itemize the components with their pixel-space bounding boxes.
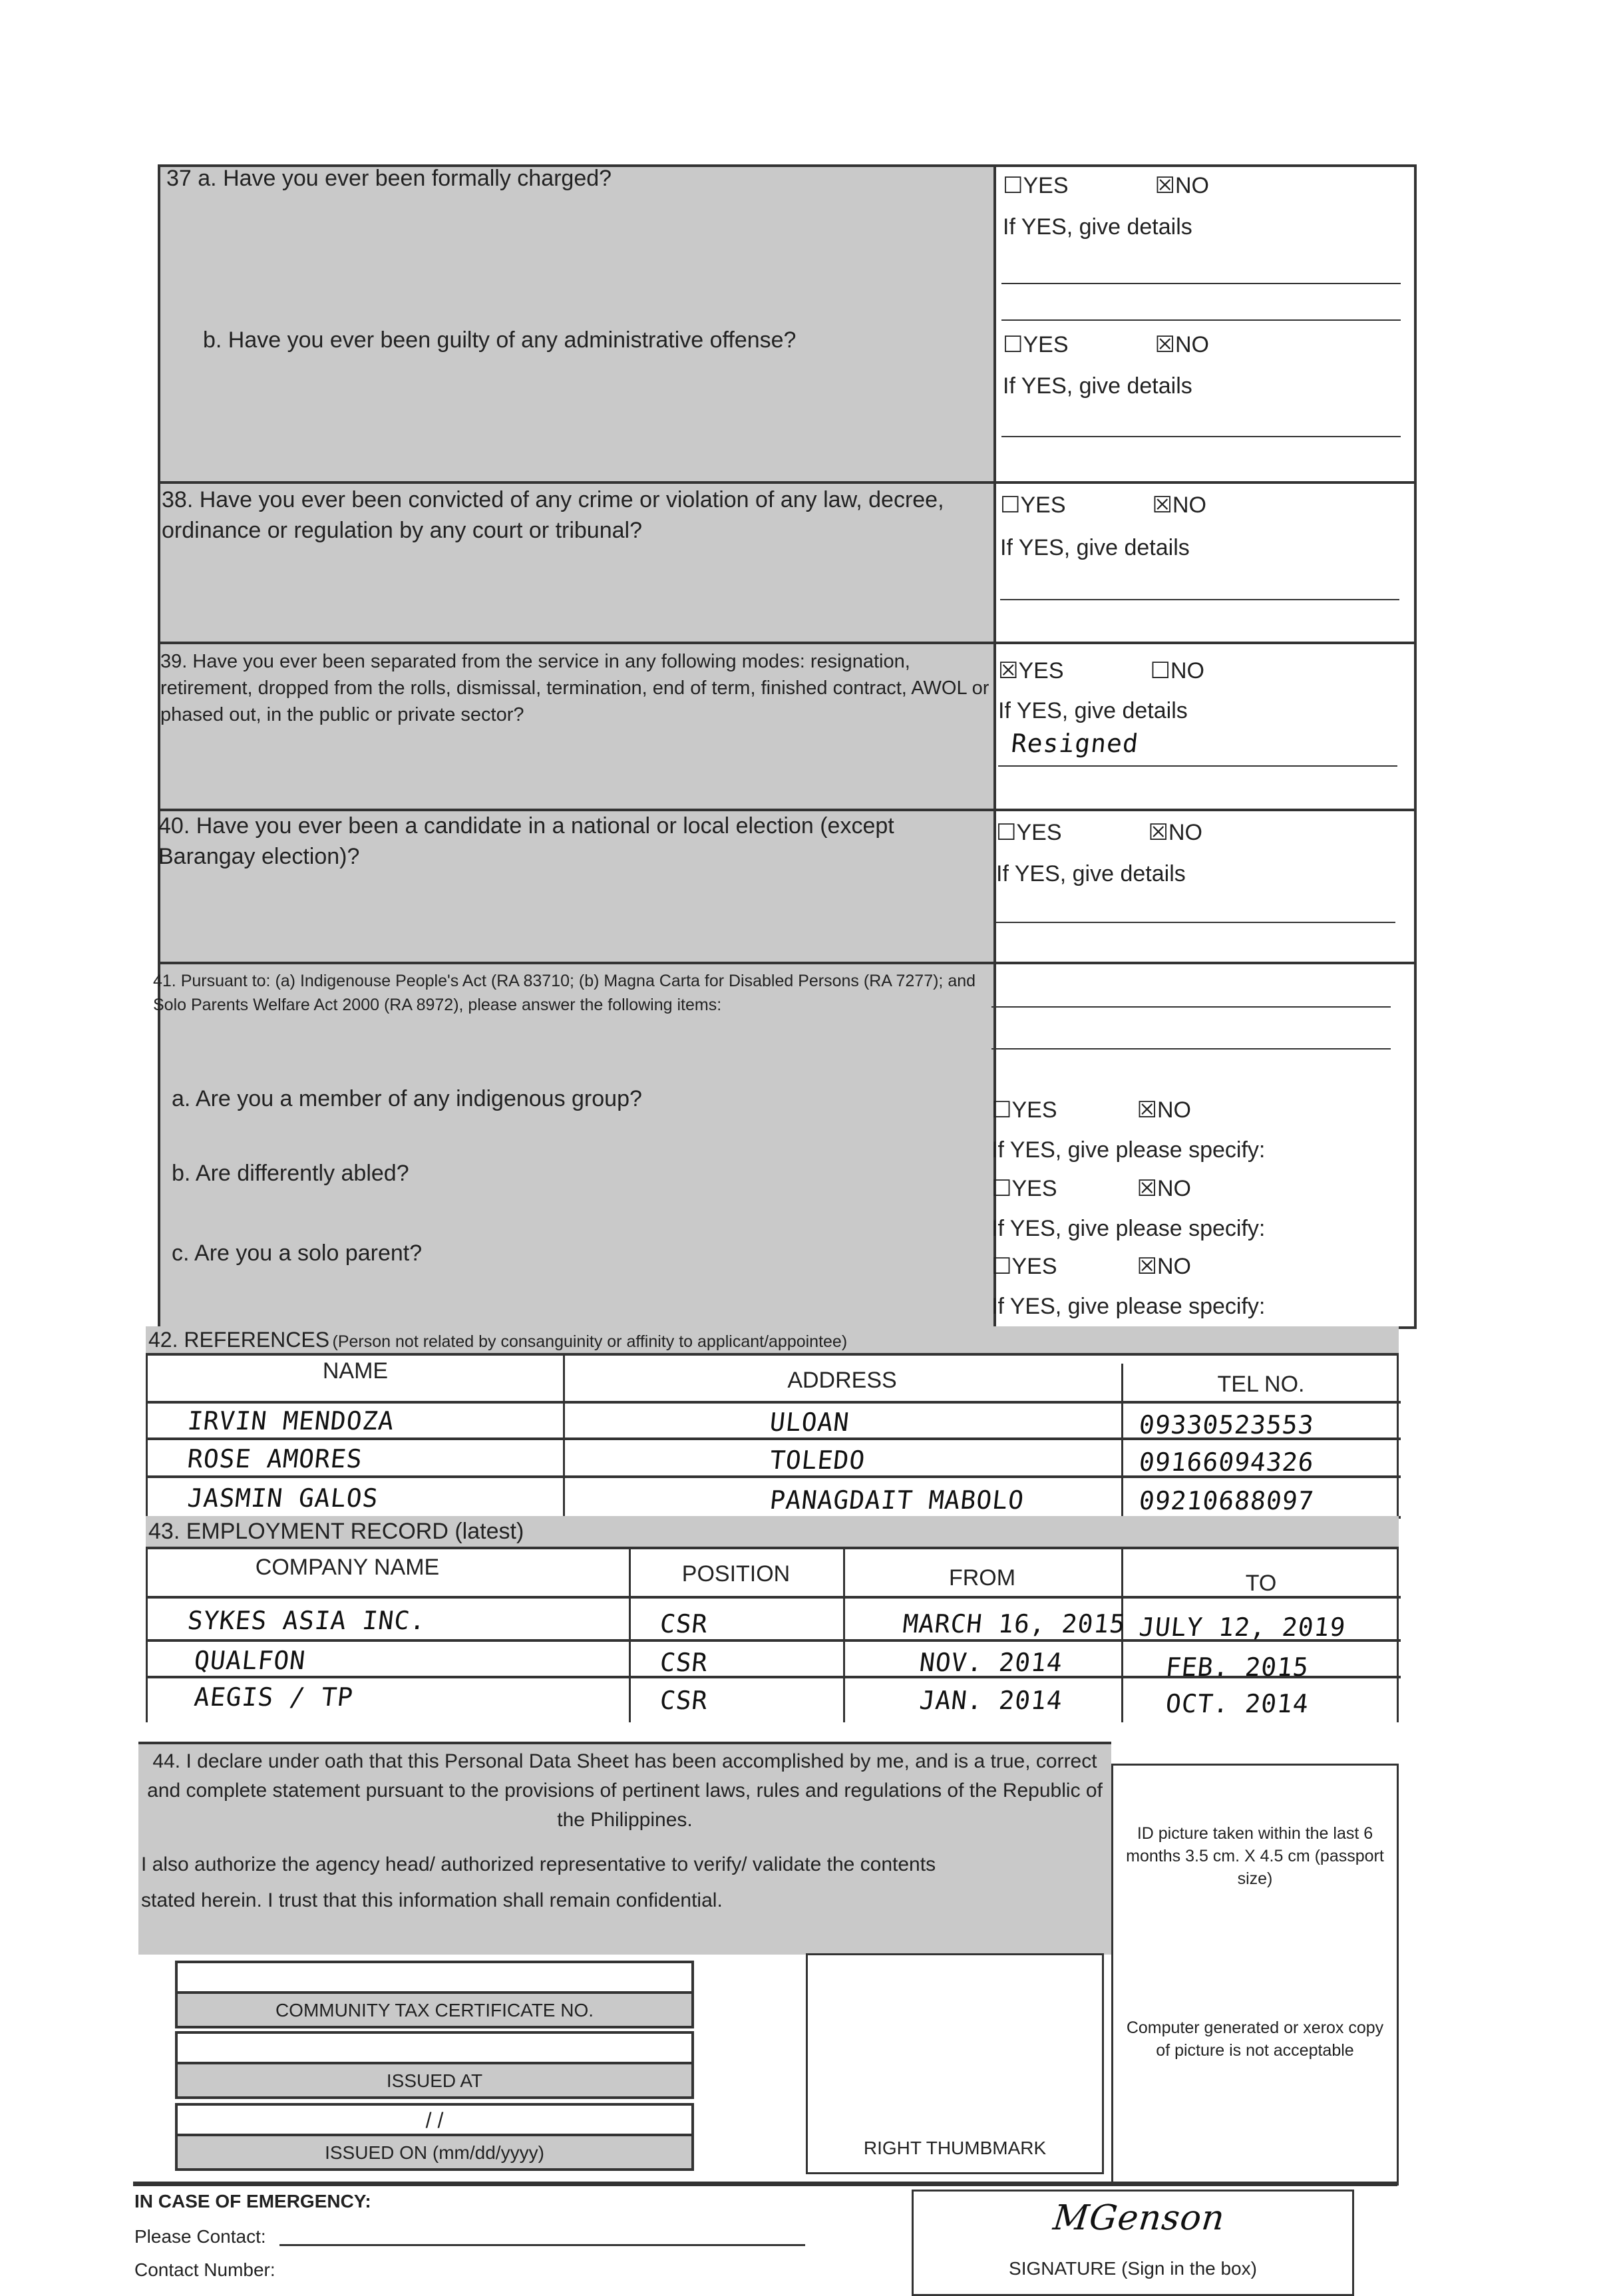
q38-text: 38. Have you ever been convicted of any crime or violation of any law, decree, ordinance or regulation by any court or tribunal? bbox=[162, 487, 944, 543]
ref-header-address: ADDRESS bbox=[787, 1368, 897, 1393]
references-title: 42. REFERENCES bbox=[148, 1328, 330, 1352]
references-table bbox=[146, 1356, 1399, 1519]
q41b-text: b. Are differently abled? bbox=[172, 1161, 409, 1186]
ref-header-name: NAME bbox=[322, 1358, 389, 1384]
q41a-no[interactable]: ☒NO bbox=[1137, 1097, 1191, 1123]
emp-1-from[interactable]: MARCH 16, 2015 bbox=[901, 1609, 1127, 1638]
q40-yes[interactable]: ☐YES bbox=[996, 820, 1062, 845]
ref-2-tel[interactable]: 09166094326 bbox=[1137, 1447, 1316, 1477]
signature-value: MGenson bbox=[1051, 2198, 1227, 2238]
ref-2-address[interactable]: TOLEDO bbox=[768, 1445, 867, 1475]
q37a-text: 37 a. Have you ever been formally charged? bbox=[166, 166, 612, 191]
issued-at-label: ISSUED AT bbox=[175, 2062, 694, 2099]
employment-table bbox=[146, 1549, 1399, 1722]
issued-at-input[interactable] bbox=[175, 2031, 694, 2064]
ref-3-name[interactable]: JASMIN GALOS bbox=[186, 1483, 380, 1513]
emp-3-company[interactable]: AEGIS / TP bbox=[192, 1682, 355, 1712]
ref-3-address[interactable]: PANAGDAIT MABOLO bbox=[768, 1485, 1026, 1515]
photo-box bbox=[1111, 1764, 1399, 2186]
emp-3-from[interactable]: JAN. 2014 bbox=[918, 1686, 1065, 1715]
ctc-input[interactable] bbox=[175, 1961, 694, 1994]
q41b-specify[interactable]: If YES, give please specify: bbox=[991, 1216, 1266, 1241]
q41c-yes[interactable]: ☐YES bbox=[991, 1254, 1057, 1279]
declaration-text-2: I also authorize the agency head/ authorized representative to verify/ validate the contents stated herein. I trust that this information shall remain confidential. bbox=[141, 1853, 936, 1911]
q40-no[interactable]: ☒NO bbox=[1148, 820, 1202, 845]
q39-no[interactable]: ☐NO bbox=[1150, 658, 1204, 683]
ref-2-name[interactable]: ROSE AMORES bbox=[186, 1444, 364, 1473]
emp-header-position: POSITION bbox=[681, 1561, 791, 1587]
emp-2-from[interactable]: NOV. 2014 bbox=[918, 1648, 1065, 1677]
declaration-block bbox=[138, 1742, 1111, 1955]
q41c-no[interactable]: ☒NO bbox=[1137, 1254, 1191, 1279]
emp-3-to[interactable]: OCT. 2014 bbox=[1164, 1689, 1311, 1718]
q37b-yes[interactable]: ☐YES bbox=[1003, 332, 1069, 357]
ref-header-tel: TEL NO. bbox=[1217, 1372, 1305, 1397]
emp-2-to[interactable]: FEB. 2015 bbox=[1164, 1652, 1311, 1682]
photo-warning: Computer generated or xerox copy of picture is not acceptable bbox=[1126, 2018, 1384, 2060]
q37b-details-label: If YES, give details bbox=[1003, 373, 1192, 399]
q37a-no[interactable]: ☒NO bbox=[1155, 173, 1209, 198]
emp-header-to: TO bbox=[1245, 1571, 1277, 1596]
emergency-contact-label: Please Contact: bbox=[134, 2226, 266, 2247]
q39-yes[interactable]: ☒YES bbox=[998, 658, 1064, 683]
emp-1-company[interactable]: SYKES ASIA INC. bbox=[186, 1606, 428, 1635]
emp-3-position[interactable]: CSR bbox=[658, 1686, 709, 1715]
emergency-number-label: Contact Number: bbox=[134, 2259, 275, 2280]
q41c-text: c. Are you a solo parent? bbox=[172, 1241, 423, 1266]
q38-no[interactable]: ☒NO bbox=[1152, 492, 1206, 518]
q41a-yes[interactable]: ☐YES bbox=[991, 1097, 1057, 1123]
references-header bbox=[146, 1326, 1399, 1356]
q39-text: 39. Have you ever been separated from the service in any following modes: resignation, retirement, dropped from the rolls, dismissal, termination, end of term, finished contract, AWOL or phased out, in the public or private sector? bbox=[160, 651, 989, 725]
emp-header-company: COMPANY NAME bbox=[255, 1555, 440, 1580]
signature-label: SIGNATURE (Sign in the box) bbox=[1009, 2258, 1257, 2279]
employment-header bbox=[146, 1516, 1399, 1549]
q41-intro: 41. Pursuant to: (a) Indigenouse People's Act (RA 83710; (b) Magna Carta for Disabled Persons (RA 7277); and Solo Parents Welfare Act 2000 (RA 8972), please answer the following items: bbox=[153, 972, 976, 1014]
q37b-no[interactable]: ☒NO bbox=[1155, 332, 1209, 357]
emp-header-from: FROM bbox=[948, 1565, 1016, 1591]
q41b-no[interactable]: ☒NO bbox=[1137, 1176, 1191, 1201]
emp-2-company[interactable]: QUALFON bbox=[192, 1646, 307, 1675]
references-note: (Person not related by consanguinity or affinity to applicant/appointee) bbox=[332, 1332, 848, 1351]
q37a-yes[interactable]: ☐YES bbox=[1003, 173, 1069, 198]
thumbmark-box[interactable] bbox=[806, 1953, 1104, 2174]
q41a-text: a. Are you a member of any indigenous group? bbox=[172, 1086, 642, 1111]
q38-details-label: If YES, give details bbox=[1000, 535, 1190, 560]
emp-1-position[interactable]: CSR bbox=[658, 1609, 709, 1638]
ref-1-tel[interactable]: 09330523553 bbox=[1137, 1410, 1316, 1439]
q38-yes[interactable]: ☐YES bbox=[1000, 492, 1066, 518]
thumbmark-label: RIGHT THUMBMARK bbox=[863, 2138, 1047, 2158]
emp-1-to[interactable]: JULY 12, 2019 bbox=[1137, 1613, 1347, 1642]
signature-box[interactable] bbox=[912, 2190, 1354, 2296]
ref-1-address[interactable]: ULOAN bbox=[768, 1408, 851, 1437]
ref-1-name[interactable]: IRVIN MENDOZA bbox=[186, 1406, 396, 1435]
declaration-text-1: 44. I declare under oath that this Personal Data Sheet has been accomplished by me, and is a true, correct and complete statement pursuant to the provisions of pertinent laws, rules and regulations of the Republic of the Philippines. bbox=[147, 1750, 1103, 1831]
employment-title: 43. EMPLOYMENT RECORD (latest) bbox=[148, 1519, 524, 1544]
q40-details-label: If YES, give details bbox=[996, 861, 1186, 886]
q37a-details-label: If YES, give details bbox=[1003, 214, 1192, 240]
photo-instructions: ID picture taken within the last 6 months 3.5 cm. X 4.5 cm (passport size) bbox=[1126, 1824, 1384, 1888]
ctc-label: COMMUNITY TAX CERTIFICATE NO. bbox=[175, 1991, 694, 2028]
q39-details-label: If YES, give details bbox=[998, 698, 1188, 723]
q37b-text: b. Have you ever been guilty of any administrative offense? bbox=[203, 327, 797, 353]
q40-text: 40. Have you ever been a candidate in a national or local election (except Barangay election)? bbox=[158, 813, 894, 869]
q41a-specify[interactable]: If YES, give please specify: bbox=[991, 1137, 1266, 1163]
q39-details-value[interactable]: Resigned bbox=[1009, 729, 1141, 758]
issued-on-label: ISSUED ON (mm/dd/yyyy) bbox=[175, 2134, 694, 2171]
q41b-yes[interactable]: ☐YES bbox=[991, 1176, 1057, 1201]
ref-3-tel[interactable]: 09210688097 bbox=[1137, 1486, 1316, 1515]
emp-2-position[interactable]: CSR bbox=[658, 1648, 709, 1677]
issued-on-input[interactable]: / / bbox=[175, 2103, 694, 2136]
q41c-specify[interactable]: If YES, give please specify: bbox=[991, 1294, 1266, 1319]
emergency-title: IN CASE OF EMERGENCY: bbox=[134, 2191, 371, 2211]
